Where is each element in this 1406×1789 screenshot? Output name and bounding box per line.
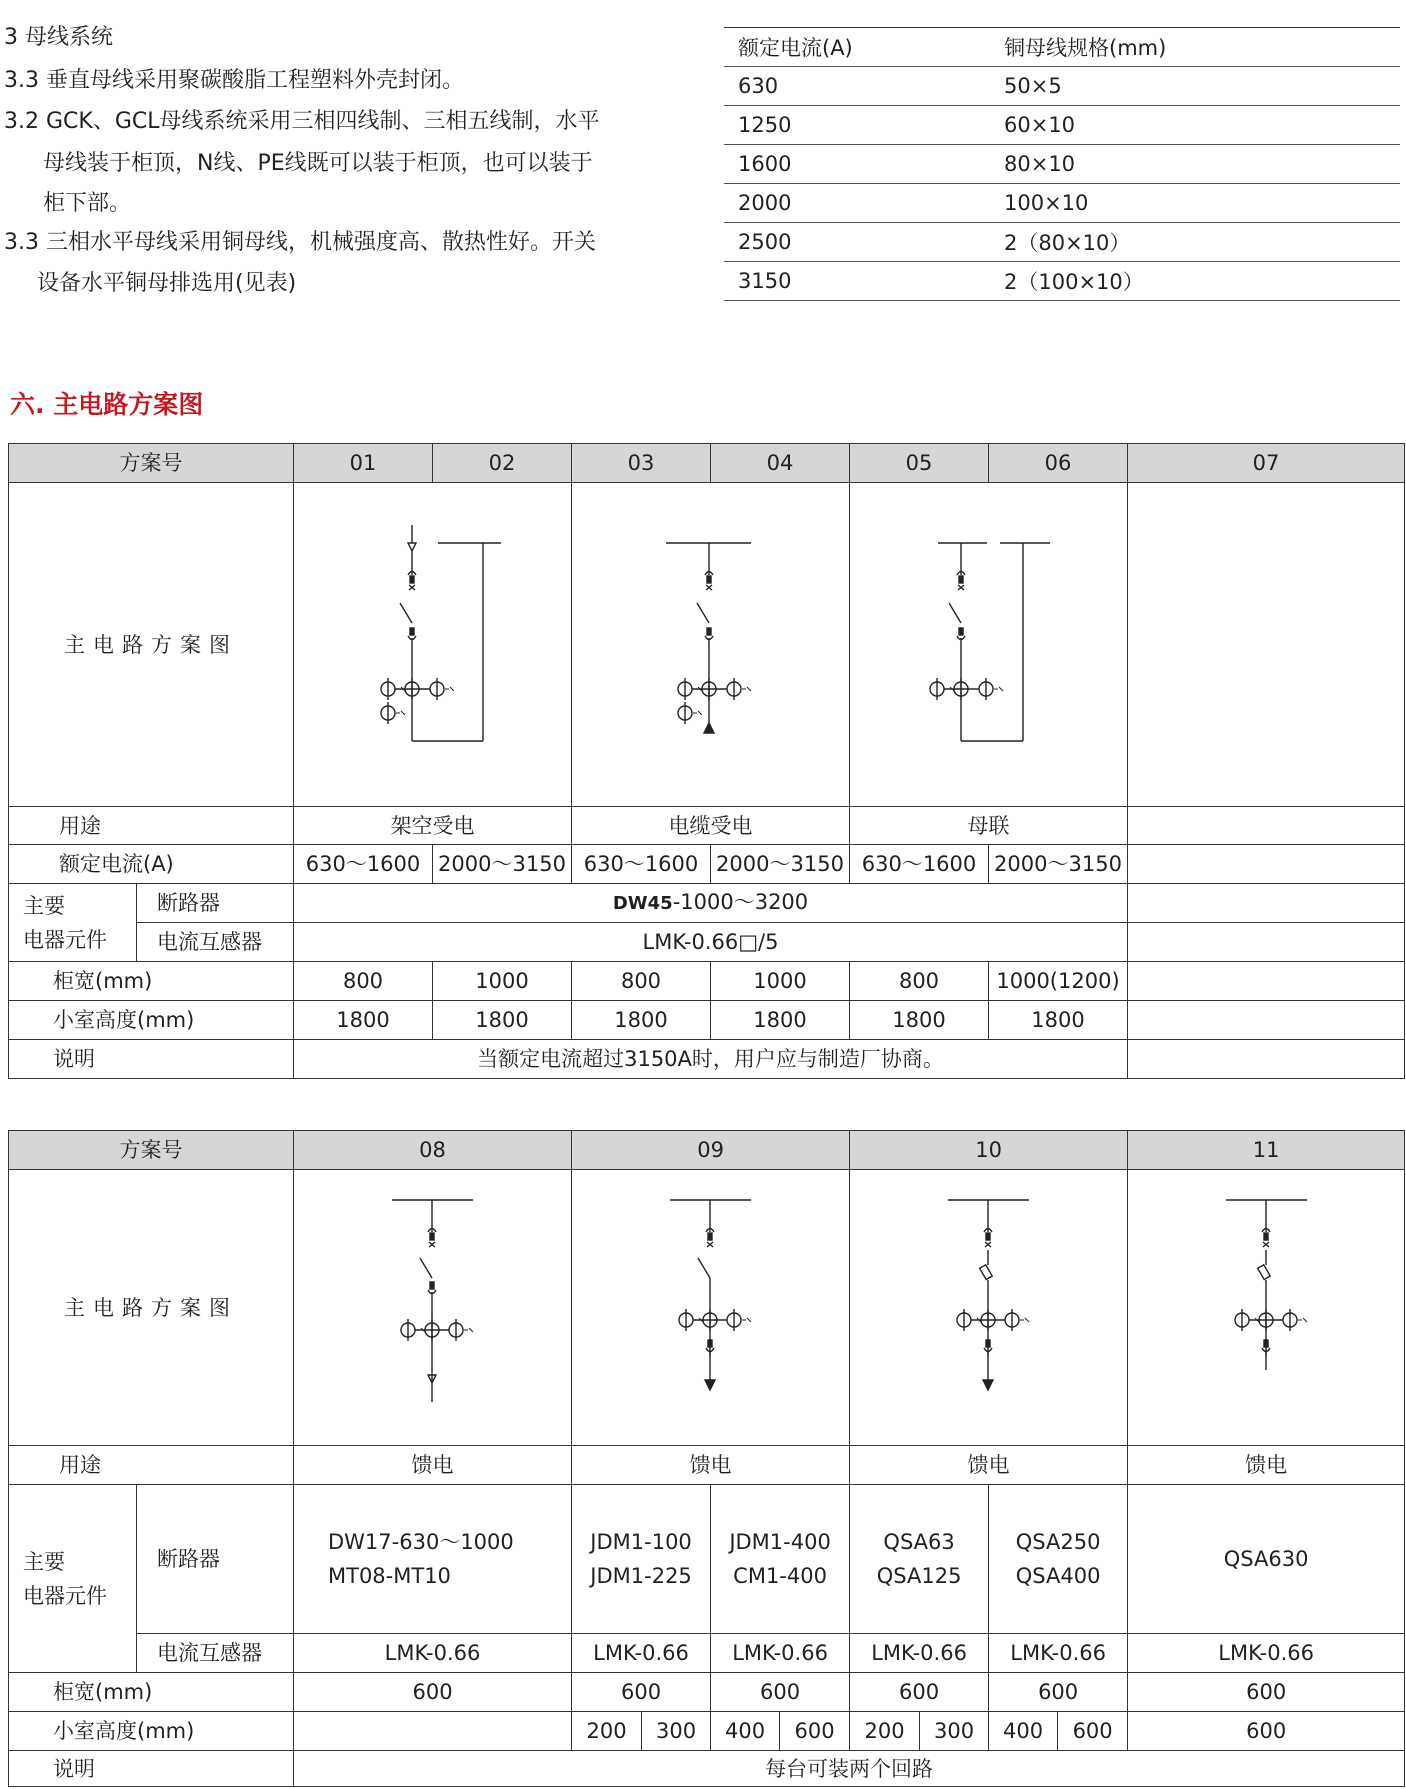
- cell: 100×10: [1004, 184, 1400, 223]
- scheme-number: 03: [572, 444, 711, 483]
- cell: 2（100×10）: [1004, 262, 1400, 301]
- height-value: 1800: [433, 1001, 572, 1040]
- cell: 60×10: [1004, 106, 1400, 145]
- breaker-value: [711, 1485, 850, 1634]
- ct-value: LMK-0.66: [989, 1634, 1128, 1673]
- main-components-label-line: 电器元件: [23, 1583, 107, 1608]
- scheme-number: 09: [572, 1131, 850, 1170]
- wire: [949, 603, 961, 623]
- usage-value: 馈电: [1128, 1446, 1405, 1485]
- breaker-value: QSA630: [1128, 1485, 1405, 1634]
- usage-value: 馈电: [572, 1446, 850, 1485]
- note-value: 当额定电流超过3150A时，用户应与制造厂协商。: [294, 1040, 1128, 1079]
- fuse-icon: [980, 1265, 993, 1280]
- cell: 50×5: [1004, 67, 1400, 106]
- contact-icon: [708, 1340, 712, 1347]
- width-label: 柜宽(mm): [9, 962, 294, 1001]
- circuit-svg: [850, 1170, 1128, 1445]
- column-header: 额定电流(A): [724, 28, 1004, 67]
- empty-cell: [1128, 1040, 1405, 1079]
- ct-value: LMK-0.66□/5: [294, 923, 1128, 962]
- height-label: 小室高度(mm): [9, 1001, 294, 1040]
- scheme-number: 01: [294, 444, 433, 483]
- scheme-number: 11: [1128, 1131, 1405, 1170]
- circuit-diagram-overhead-incoming: [294, 483, 572, 807]
- cross-icon: [985, 1242, 991, 1247]
- width-value: 1000: [711, 962, 850, 1001]
- breaker-value: [294, 1485, 572, 1634]
- contact-icon: [1264, 1233, 1268, 1240]
- table-row: [724, 223, 1400, 262]
- cross-icon: [409, 585, 415, 590]
- width-value: 600: [711, 1673, 850, 1712]
- arrow-up-icon: [704, 723, 714, 733]
- main-components-label-line: 主要: [23, 1549, 65, 1574]
- contact-icon: [1264, 1340, 1268, 1347]
- circuit-svg: [294, 483, 572, 806]
- main-components-label-line: 主要: [23, 893, 65, 918]
- breaker-value: [989, 1485, 1128, 1634]
- width-label: 柜宽(mm): [9, 1673, 294, 1712]
- cell: 630: [724, 67, 1004, 106]
- table-row: [9, 1131, 1405, 1170]
- usage-value: 馈电: [850, 1446, 1128, 1485]
- breaker-model: JDM1-400: [729, 1530, 831, 1554]
- wire: [697, 603, 709, 623]
- empty-cell: [1128, 884, 1405, 923]
- breaker-value: [572, 1485, 711, 1634]
- cell: 1250: [724, 106, 1004, 145]
- cross-icon: [958, 585, 964, 590]
- breaker-model: QSA400: [1015, 1564, 1101, 1588]
- breaker-model: JDM1-100: [590, 1530, 692, 1554]
- empty-cell: [1128, 923, 1405, 962]
- circuit-svg: [1128, 1170, 1406, 1445]
- height-value: 200: [572, 1712, 642, 1751]
- empty-cell: [1128, 807, 1405, 845]
- ct-lead-icon: [445, 687, 454, 691]
- usage-value: 架空受电: [294, 807, 572, 845]
- circuit-diagram-feeder-09: [572, 1170, 850, 1446]
- rated-current-value: 2000～3150: [711, 845, 850, 884]
- table-row: [9, 444, 1405, 483]
- ct-lead-icon: [1020, 1318, 1029, 1322]
- contact-icon: [430, 1233, 434, 1240]
- arrow-down-icon: [705, 1380, 715, 1390]
- breaker-label: 断路器: [137, 1485, 294, 1634]
- height-value: 300: [642, 1712, 711, 1751]
- fuse-icon: [1258, 1265, 1271, 1280]
- intro-line: 设备水平铜母排选用(见表): [37, 271, 297, 296]
- scheme-number: 06: [989, 444, 1128, 483]
- scheme-label: 方案号: [9, 1131, 294, 1170]
- table-row: [724, 67, 1400, 106]
- ct-label: 电流互感器: [137, 923, 294, 962]
- arrow-down-icon: [983, 1380, 993, 1390]
- usage-value: 电缆受电: [572, 807, 850, 845]
- table-row: [724, 262, 1400, 301]
- ct-value: LMK-0.66: [711, 1634, 850, 1673]
- scheme-number: 02: [433, 444, 572, 483]
- ct-lead-icon: [742, 1318, 751, 1322]
- contact-icon: [959, 576, 963, 583]
- main-components-label-line: 电器元件: [23, 927, 107, 952]
- note-label: 说明: [9, 1040, 294, 1079]
- usage-label: 用途: [9, 807, 294, 845]
- table-row: [9, 807, 1405, 845]
- contact-icon: [410, 576, 414, 583]
- note-label: 说明: [9, 1751, 294, 1787]
- empty-cell: [1128, 845, 1405, 884]
- breaker-model: JDM1-225: [590, 1564, 692, 1588]
- ct-lead-icon: [1298, 1318, 1307, 1322]
- circuit-svg: [294, 1170, 572, 1445]
- contact-icon: [708, 1233, 712, 1240]
- scheme-number: 05: [850, 444, 989, 483]
- table-row: [9, 884, 1405, 923]
- empty-cell: [1128, 1001, 1405, 1040]
- cell: 2（80×10）: [1004, 223, 1400, 262]
- triangle-icon: [408, 543, 416, 551]
- wire: [400, 603, 412, 623]
- scheme-label: 方案号: [9, 444, 294, 483]
- breaker-model: QSA250: [1015, 1530, 1101, 1554]
- scheme-table-1: [8, 443, 1405, 1079]
- width-value: 1000(1200): [989, 962, 1128, 1001]
- breaker-model: DW45: [612, 893, 673, 914]
- circuit-diagram-feeder-11: [1128, 1170, 1405, 1446]
- wire: [698, 1258, 710, 1278]
- ct-lead-icon: [742, 687, 751, 691]
- table-row: [9, 1446, 1405, 1485]
- width-value: 600: [1128, 1673, 1405, 1712]
- empty-cell: [1128, 483, 1405, 807]
- height-value: 300: [920, 1712, 989, 1751]
- intro-line: 柜下部。: [43, 191, 132, 216]
- rated-current-value: 630～1600: [572, 845, 711, 884]
- height-label: 小室高度(mm): [9, 1712, 294, 1751]
- height-value: 1800: [294, 1001, 433, 1040]
- height-value: 1800: [989, 1001, 1128, 1040]
- cell: 1600: [724, 145, 1004, 184]
- table-row: [724, 28, 1400, 67]
- table-row: [9, 923, 1405, 962]
- diagram-label: 主电路方案图: [9, 483, 294, 807]
- width-value: 800: [572, 962, 711, 1001]
- cross-icon: [706, 585, 712, 590]
- circuit-diagram-bus-tie: [850, 483, 1128, 807]
- intro-line: 3.3 垂直母线采用聚碳酸脂工程塑料外壳封闭。: [4, 68, 464, 93]
- intro-line: 母线装于柜顶，N线、PE线既可以装于柜顶，也可以装于: [43, 151, 593, 176]
- breaker-model: CM1-400: [733, 1564, 827, 1588]
- empty-cell: [294, 1712, 572, 1751]
- note-value: 每台可装两个回路: [294, 1751, 1405, 1787]
- ct-value: LMK-0.66: [850, 1634, 989, 1673]
- cell: 80×10: [1004, 145, 1400, 184]
- contact-icon: [707, 628, 711, 635]
- width-value: 600: [294, 1673, 572, 1712]
- intro-line: 3.3 三相水平母线采用铜母线，机械强度高、散热性好。开关: [4, 230, 596, 255]
- table-row: [9, 1485, 1405, 1634]
- height-value: 600: [1128, 1712, 1405, 1751]
- contact-icon: [410, 628, 414, 635]
- table-row: [9, 1634, 1405, 1673]
- intro-line: 3.2 GCK、GCL母线系统采用三相四线制、三相五线制，水平: [4, 109, 600, 134]
- circuit-svg: [850, 483, 1128, 806]
- width-value: 800: [850, 962, 989, 1001]
- main-components-label: [9, 1485, 137, 1673]
- table-row: [9, 483, 1405, 807]
- circuit-diagram-feeder-10: [850, 1170, 1128, 1446]
- scheme-number: 10: [850, 1131, 1128, 1170]
- ct-value: LMK-0.66: [572, 1634, 711, 1673]
- table-row: [9, 1673, 1405, 1712]
- ct-lead-icon: [693, 711, 702, 715]
- width-value: 600: [850, 1673, 989, 1712]
- breaker-model: QSA125: [876, 1564, 962, 1588]
- breaker-model: MT08-MT10: [328, 1564, 451, 1588]
- table-row: [9, 1040, 1405, 1079]
- busbar-spec-table: [724, 27, 1400, 301]
- rated-current-value: 2000～3150: [433, 845, 572, 884]
- breaker-value: [850, 1485, 989, 1634]
- table-row: [724, 184, 1400, 223]
- rated-current-label: 额定电流(A): [9, 845, 294, 884]
- ct-lead-icon: [994, 687, 1003, 691]
- width-value: 800: [294, 962, 433, 1001]
- table-row: [9, 962, 1405, 1001]
- table-row: [9, 1170, 1405, 1446]
- ct-value: LMK-0.66: [1128, 1634, 1405, 1673]
- intro-line: 3 母线系统: [4, 25, 113, 50]
- empty-cell: [1128, 962, 1405, 1001]
- diagram-label: 主电路方案图: [9, 1170, 294, 1446]
- circuit-diagram-feeder-08: [294, 1170, 572, 1446]
- column-header: 铜母线规格(mm): [1004, 28, 1400, 67]
- height-value: 200: [850, 1712, 920, 1751]
- table-row: [724, 145, 1400, 184]
- breaker-model: DW17-630～1000: [328, 1530, 514, 1554]
- cell: 2500: [724, 223, 1004, 262]
- height-value: 1800: [711, 1001, 850, 1040]
- rated-current-value: 630～1600: [294, 845, 433, 884]
- cross-icon: [707, 1242, 713, 1247]
- table-row: [9, 1001, 1405, 1040]
- breaker-value: [294, 884, 1128, 923]
- scheme-number: 07: [1128, 444, 1405, 483]
- main-components-label: [9, 884, 137, 962]
- rated-current-value: 2000～3150: [989, 845, 1128, 884]
- circuit-diagram-cable-incoming: [572, 483, 850, 807]
- breaker-model: QSA63: [883, 1530, 955, 1554]
- scheme-number: 04: [711, 444, 850, 483]
- ct-value: LMK-0.66: [294, 1634, 572, 1673]
- circuit-svg: [572, 483, 850, 806]
- wire: [420, 1258, 432, 1278]
- rated-current-value: 630～1600: [850, 845, 989, 884]
- contact-icon: [707, 576, 711, 583]
- contact-icon: [959, 628, 963, 635]
- usage-label: 用途: [9, 1446, 294, 1485]
- circuit-svg: [572, 1170, 850, 1445]
- section-title: 六. 主电路方案图: [10, 390, 204, 419]
- usage-value: 母联: [850, 807, 1128, 845]
- height-value: 400: [711, 1712, 780, 1751]
- table-row: [9, 1751, 1405, 1787]
- height-value: 600: [1058, 1712, 1128, 1751]
- ct-lead-icon: [396, 711, 405, 715]
- breaker-range: -1000～3200: [672, 890, 809, 914]
- width-value: 600: [572, 1673, 711, 1712]
- cell: 3150: [724, 262, 1004, 301]
- table-row: [9, 845, 1405, 884]
- cross-icon: [1263, 1242, 1269, 1247]
- contact-icon: [430, 1282, 434, 1289]
- height-value: 1800: [850, 1001, 989, 1040]
- table-row: [724, 106, 1400, 145]
- table-row: [9, 1712, 1405, 1751]
- ct-lead-icon: [464, 1328, 473, 1332]
- ct-label: 电流互感器: [137, 1634, 294, 1673]
- contact-icon: [986, 1233, 990, 1240]
- cell: 2000: [724, 184, 1004, 223]
- height-value: 600: [780, 1712, 850, 1751]
- width-value: 1000: [433, 962, 572, 1001]
- width-value: 600: [989, 1673, 1128, 1712]
- height-value: 400: [989, 1712, 1058, 1751]
- cross-icon: [429, 1242, 435, 1247]
- scheme-table-2: [8, 1130, 1405, 1787]
- scheme-number: 08: [294, 1131, 572, 1170]
- usage-value: 馈电: [294, 1446, 572, 1485]
- contact-icon: [986, 1340, 990, 1347]
- height-value: 1800: [572, 1001, 711, 1040]
- breaker-label: 断路器: [137, 884, 294, 923]
